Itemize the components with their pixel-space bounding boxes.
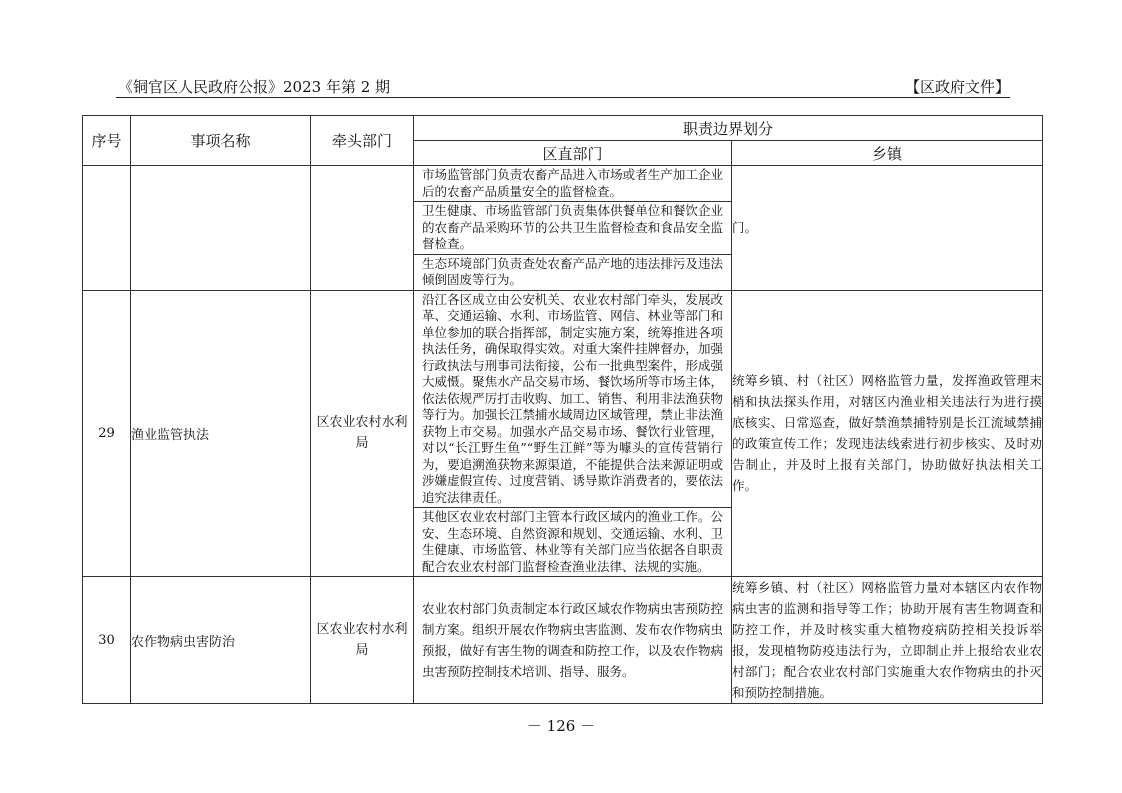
col-item-header: 事项名称 [131, 116, 311, 166]
row-town: 统筹乡镇、村（社区）网格监管力量对本辖区内农作物病虫害的监测和指导等工作；协助开展有害生物调查和防控工作，并及时核实重大植物疫病防控相关投诉举报，发现植物防疫违法行为，立即制止并上报给农业农村部门；配合农业农村部门实施重大农作物病虫的扑灭和预防控制措施。 [732, 577, 1043, 704]
district-duty: 生态环境部门负责查处农畜产品产地的违法排污及违法倾倒固废等行为。 [422, 255, 723, 287]
district-duty: 卫生健康、市场监管部门负责集体供餐单位和餐饮企业的农畜产品采购环节的公共卫生监督检查和食品安全监督检查。 [414, 202, 731, 255]
row-town: 统筹乡镇、村（社区）网格监管力量，发挥渔政管理末梢和执法探头作用，对辖区内渔业相关违法行为进行摸底核实、日常巡查，做好禁渔禁捕特别是长江流域禁捕的政策宣传工作；发现违法线索进行初步核实、及时劝告制止，并及时上报有关部门，协助做好执法相关工作。 [732, 290, 1043, 577]
row-lead: 区农业农村水利局 [311, 577, 414, 704]
responsibility-table [82, 115, 1043, 704]
table-row [83, 290, 1043, 577]
row-item: 渔业监管执法 [131, 290, 311, 577]
row-seq: 30 [83, 577, 131, 704]
col-seq-header: 序号 [83, 116, 131, 166]
district-duty: 市场监管部门负责农畜产品进入市场或者生产加工企业后的农畜产品质量安全的监督检查。 [414, 166, 731, 202]
col-district-header: 区直部门 [414, 141, 732, 166]
page-number: － 126 － [526, 717, 596, 735]
col-town-header: 乡镇 [732, 141, 1043, 166]
table-header-row [83, 116, 1043, 141]
district-duty: 其他区农业农村部门主管本行政区域内的渔业工作。公安、生态环境、自然资源和规划、交通运输、水利、卫生健康、市场监管、林业等有关部门应当依据各自职责配合农业农村部门监督检查渔业法律、法规的实施。 [422, 509, 723, 574]
row-town: 门。 [732, 166, 1043, 291]
district-duty: 沿江各区成立由公安机关、农业农村部门牵头，发展改革、交通运输、水利、市场监管、网信、林业等部门和单位参加的联合指挥部，制定实施方案，统筹推进各项执法任务，确保取得实效。对重大案件挂牌督办，加强行政执法与刑事司法衔接，公布一批典型案件，形成强大威慑。聚焦水产品交易市场、餐饮场所等市场主体，依法依规严厉打击收购、加工、销售、利用非法渔获物等行为。加强长江禁捕水域周边区域管理，禁止非法渔获物上市交易。加强水产品交易市场、餐饮行业管理，对以“长江野生鱼”“野生江鲜”等为噱头的宣传营销行为，要追溯渔获物来源渠道，不能提供合法来源证明或涉嫌虚假宣传、过度营销、诱导欺诈消费者的，要依法追究法律责任。 [414, 291, 731, 509]
col-division-header: 职责边界划分 [414, 116, 1043, 141]
header-divider [116, 97, 1010, 98]
row-district [414, 166, 732, 291]
row-seq [83, 166, 131, 291]
row-item [131, 166, 311, 291]
publication-title: 《铜官区人民政府公报》2023 年第 2 期 [118, 78, 391, 96]
row-district: 农业农村部门负责制定本行政区域农作物病虫害预防控制方案。组织开展农作物病虫害监测、发布农作物病虫预报，做好有害生物的调查和防控工作，以及农作物病虫害预防控制技术培训、指导、服务。 [414, 577, 732, 704]
row-item: 农作物病虫害防治 [131, 577, 311, 704]
table-row [83, 166, 1043, 291]
row-seq: 29 [83, 290, 131, 577]
section-label: 【区政府文件】 [904, 78, 1010, 96]
table-row [83, 577, 1043, 704]
col-lead-header: 牵头部门 [311, 116, 414, 166]
row-lead [311, 166, 414, 291]
row-lead: 区农业农村水利局 [311, 290, 414, 577]
page-header [118, 76, 1010, 98]
row-district [414, 290, 732, 577]
